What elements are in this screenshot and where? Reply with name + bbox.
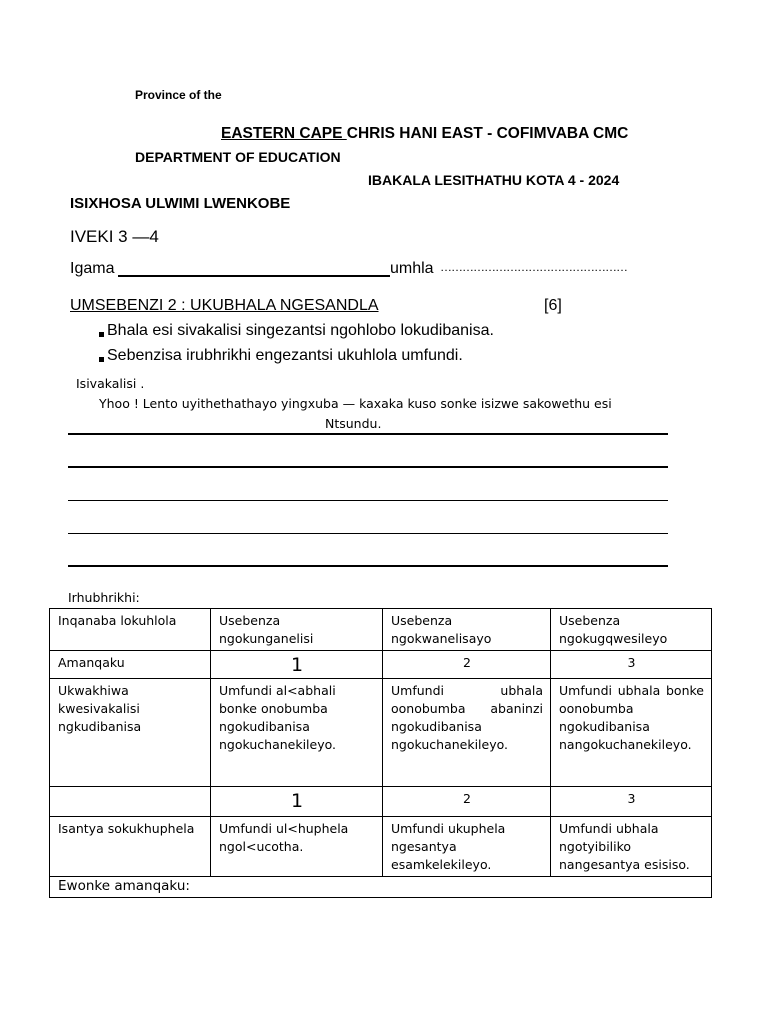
instruction-2-text: Sebenzisa irubhrikhi engezantsi ukuhlola umfundi. [107, 347, 463, 364]
level-cell: Umfundi ubhala bonke oonobumba ngokudibanisa nangokuchanekileyo. [551, 679, 712, 787]
writing-line[interactable] [68, 433, 668, 435]
sentence-line-1: Yhoo ! Lento uyithethathayo yingxuba — kaxaka kuso sonke isizwe sakowethu esi [99, 396, 612, 411]
blank-cell [50, 787, 211, 817]
mark-cell: 3 [551, 651, 712, 679]
header-cell: Usebenza ngokugqwesileyo [551, 609, 712, 651]
rubric-criterion-row [50, 679, 712, 787]
criterion-cell: Ukwakhiwa kwesivakalisi ngkudibanisa [50, 679, 211, 787]
province-label: Province of the [135, 88, 222, 102]
instruction-2 [99, 347, 463, 365]
level-cell: Umfundi ukuphela ngesantya esamkelekileyo. [383, 817, 551, 877]
instruction-1 [99, 322, 494, 340]
bullet-icon [99, 332, 104, 337]
header-line [221, 125, 628, 143]
level-cell: Umfundi ubhala ngotyibiliko nangesantya esisiso. [551, 817, 712, 877]
level-cell: Umfundi al<abhali bonke onobumba ngokudibanisa ngokuchanekileyo. [211, 679, 383, 787]
header-cell: Usebenza ngokwanelisayo [383, 609, 551, 651]
eastern-cape-label: EASTERN CAPE [221, 125, 347, 142]
task-marks: [6] [544, 297, 562, 314]
mark-cell: 2 [383, 787, 551, 817]
rubric-marks-row [50, 787, 712, 817]
rubric-table [49, 608, 712, 898]
writing-line[interactable] [68, 565, 668, 567]
district-label: CHRIS HANI EAST - COFIMVABA CMC [346, 125, 629, 142]
header-cell: Usebenza ngokunganelisi [211, 609, 383, 651]
sentence-label: Isivakalisi . [76, 376, 145, 391]
rubric-label: Irhubhrikhi: [68, 590, 140, 605]
mark-cell: 3 [551, 787, 712, 817]
marks-label-cell: Amanqaku [50, 651, 211, 679]
rubric-header-row [50, 609, 712, 651]
rubric-total-row [50, 877, 712, 898]
writing-line[interactable] [68, 466, 668, 468]
mark-cell: 1 [211, 651, 383, 679]
name-field[interactable] [118, 275, 390, 277]
date-field[interactable]: …………………………………………… [440, 260, 627, 274]
mark-cell: 1 [211, 787, 383, 817]
rubric-marks-row [50, 651, 712, 679]
header-cell: Inqanaba lokuhlola [50, 609, 211, 651]
name-label: Igama [70, 260, 115, 277]
rubric-criterion-row [50, 817, 712, 877]
level-cell: Umfundi ubhala oonobumba abaninzi ngokudibanisa ngokuchanekileyo. [383, 679, 551, 787]
writing-line[interactable] [68, 533, 668, 534]
writing-line[interactable] [68, 500, 668, 501]
instruction-1-text: Bhala esi sivakalisi singezantsi ngohlobo lokudibanisa. [107, 322, 494, 339]
grade-term-label: IBAKALA LESITHATHU KOTA 4 - 2024 [368, 172, 620, 188]
total-cell: Ewonke amanqaku: [50, 877, 712, 898]
task-title: UMSEBENZI 2 : UKUBHALA NGESANDLA [70, 297, 379, 314]
criterion-cell: Isantya sokukhuphela [50, 817, 211, 877]
level-cell: Umfundi ul<huphela ngol<ucotha. [211, 817, 383, 877]
sentence-line-2: Ntsundu. [325, 416, 382, 431]
subject-title: ISIXHOSA ULWIMI LWENKOBE [70, 195, 291, 212]
bullet-icon [99, 357, 104, 362]
date-label: umhla [390, 260, 434, 277]
week-label: IVEKI 3 —4 [70, 227, 159, 246]
department-label: DEPARTMENT OF EDUCATION [135, 149, 341, 165]
mark-cell: 2 [383, 651, 551, 679]
task-title-line [70, 297, 562, 315]
